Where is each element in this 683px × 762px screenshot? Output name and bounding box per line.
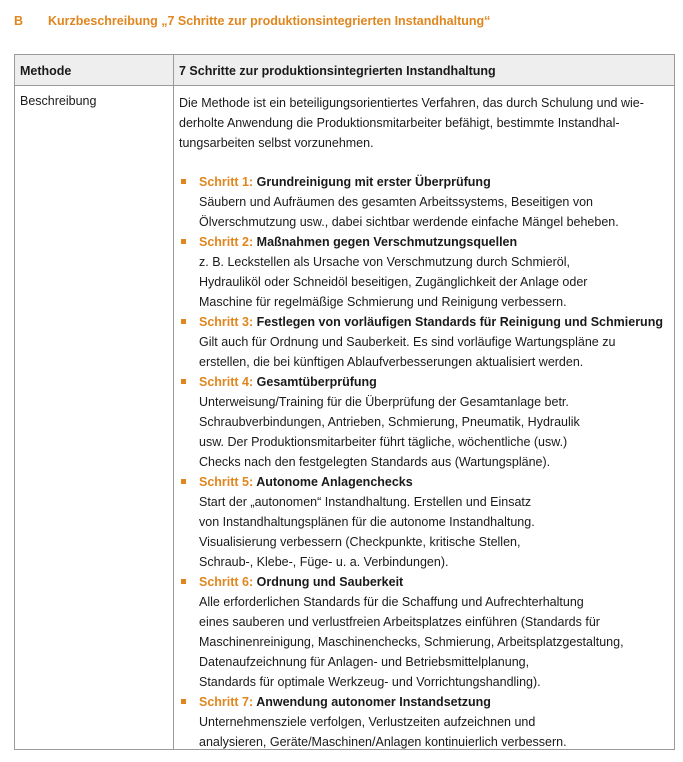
step-heading xyxy=(199,172,669,192)
step-item xyxy=(179,232,669,312)
step-title: Grundreinigung mit erster Überprüfung xyxy=(256,175,491,189)
section-heading xyxy=(14,14,674,28)
bullet-square-icon xyxy=(181,379,186,384)
step-title: Festlegen von vorläufigen Standards für Reinigung und Schmierung xyxy=(256,315,663,329)
header-methode: Methode xyxy=(20,64,72,78)
step-text-line: Standards für optimale Werkzeug- und Vorrichtungshandling). xyxy=(199,675,541,689)
header-method-name: 7 Schritte zur produktionsintegrierten Instandhaltung xyxy=(179,64,496,78)
step-text-line: z. B. Leckstellen als Ursache von Verschmutzung durch Schmieröl, xyxy=(199,255,571,269)
row-label-beschreibung: Beschreibung xyxy=(20,94,97,108)
column-divider xyxy=(173,55,174,749)
step-number: Schritt 6: xyxy=(199,575,254,589)
step-text-line: Hydrauliköl oder Schneidöl beseitigen, Zugänglichkeit der Anlage oder xyxy=(199,275,588,289)
bullet-square-icon xyxy=(181,179,186,184)
method-table xyxy=(14,54,675,750)
step-text-line: Unterweisung/Training für die Überprüfung der Gesamtanlage betr. xyxy=(199,395,569,409)
step-heading xyxy=(199,692,669,712)
step-heading xyxy=(199,572,669,592)
step-item xyxy=(179,472,669,572)
bullet-square-icon xyxy=(181,319,186,324)
step-number: Schritt 7: xyxy=(199,695,254,709)
step-title: Maßnahmen gegen Verschmutzungsquellen xyxy=(256,235,518,249)
step-text-line: Schraubverbindungen, Antrieben, Schmierung, Pneumatik, Hydraulik xyxy=(199,415,580,429)
step-text-line: Säubern und Aufräumen des gesamten Arbeitssystems, Beseitigen von xyxy=(199,195,593,209)
step-heading xyxy=(199,232,669,252)
step-item xyxy=(179,572,669,692)
step-text-line: Start der „autonomen“ Instandhaltung. Erstellen und Einsatz xyxy=(199,495,532,509)
step-number: Schritt 1: xyxy=(199,175,254,189)
step-text-line: Datenaufzeichnung für Anlagen- und Betriebsmittelplanung, xyxy=(199,655,530,669)
step-text-line: eines sauberen und verlustfreien Arbeitsplatzes einführen (Standards für xyxy=(199,615,600,629)
step-number: Schritt 2: xyxy=(199,235,254,249)
step-text-line: Gilt auch für Ordnung und Sauberkeit. Es sind vorläufige Wartungspläne zu xyxy=(199,335,616,349)
bullet-square-icon xyxy=(181,239,186,244)
step-text-line: von Instandhaltungsplänen für die autonome Instandhaltung. xyxy=(199,515,535,529)
step-item xyxy=(179,372,669,472)
step-item xyxy=(179,692,669,752)
step-text-line: Schraub-, Klebe-, Füge- u. a. Verbindungen). xyxy=(199,555,449,569)
section-title: Kurzbeschreibung „7 Schritte zur produktionsintegrierten Instandhaltung“ xyxy=(48,14,491,28)
step-text-line: analysieren, Geräte/Maschinen/Anlagen kontinuierlich verbessern. xyxy=(199,735,567,749)
steps-list xyxy=(179,172,669,752)
step-heading xyxy=(199,372,669,392)
intro-line: tungsarbeiten selbst vorzunehmen. xyxy=(179,136,374,150)
bullet-square-icon xyxy=(181,699,186,704)
step-text-line: Ölverschmutzung usw., dabei sichtbar werdende einfache Mängel beheben. xyxy=(199,215,619,229)
step-text-line: Maschinenreinigung, Maschinenchecks, Schmierung, Arbeitsplatzgestaltung, xyxy=(199,635,624,649)
intro-paragraph xyxy=(179,93,670,153)
bullet-square-icon xyxy=(181,479,186,484)
step-number: Schritt 5: xyxy=(199,475,254,489)
step-title: Gesamtüberprüfung xyxy=(256,375,377,389)
step-heading xyxy=(199,472,669,492)
step-text-line: Alle erforderlichen Standards für die Schaffung und Aufrechterhaltung xyxy=(199,595,584,609)
step-text-line: Maschine für regelmäßige Schmierung und Reinigung verbessern. xyxy=(199,295,567,309)
step-item xyxy=(179,172,669,232)
step-text-line: erstellen, die bei künftigen Ablaufverbesserungen aktualisiert werden. xyxy=(199,355,584,369)
step-title: Ordnung und Sauberkeit xyxy=(256,575,404,589)
step-number: Schritt 3: xyxy=(199,315,254,329)
step-heading xyxy=(199,312,669,332)
step-number: Schritt 4: xyxy=(199,375,254,389)
step-text-line: Unternehmensziele verfolgen, Verlustzeiten aufzeichnen und xyxy=(199,715,536,729)
step-title: Autonome Anlagenchecks xyxy=(256,475,413,489)
intro-line: derholte Anwendung die Produktionsmitarbeiter befähigt, bestimmte Instandhal- xyxy=(179,116,620,130)
step-item xyxy=(179,312,669,372)
section-label: B xyxy=(14,14,24,28)
step-text-line: Visualisierung verbessern (Checkpunkte, kritische Stellen, xyxy=(199,535,521,549)
intro-line: Die Methode ist ein beteiligungsorientiertes Verfahren, das durch Schulung und wie- xyxy=(179,96,644,110)
table-header xyxy=(15,55,674,86)
step-text-line: Checks nach den festgelegten Standards aus (Wartungspläne). xyxy=(199,455,551,469)
step-text-line: usw. Der Produktionsmitarbeiter führt tägliche, wöchentliche (usw.) xyxy=(199,435,568,449)
bullet-square-icon xyxy=(181,579,186,584)
step-title: Anwendung autonomer Instandsetzung xyxy=(256,695,491,709)
